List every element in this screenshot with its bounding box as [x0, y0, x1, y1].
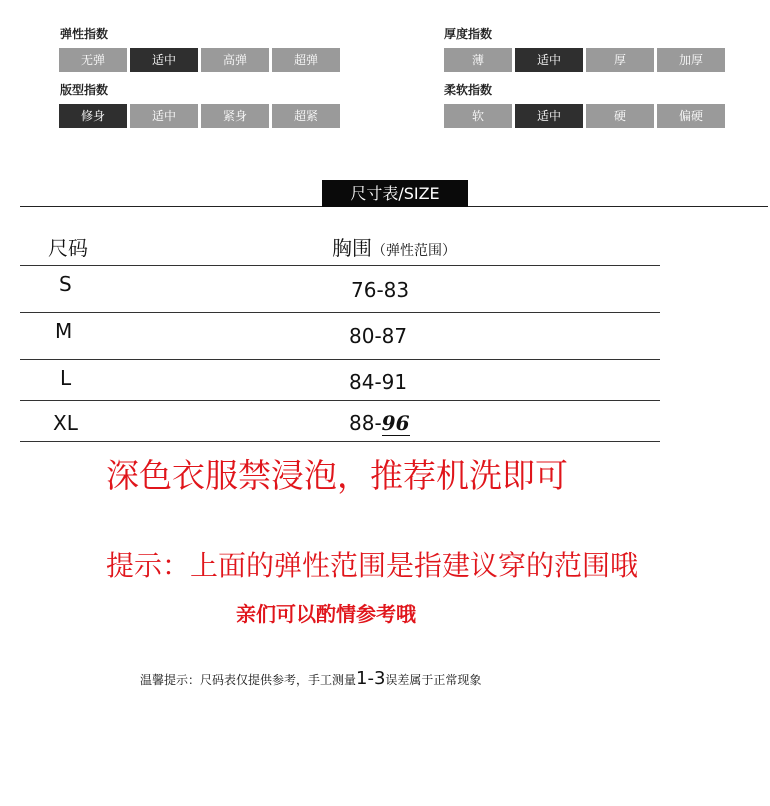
measurement-footnote [140, 668, 481, 689]
care-notice: 深色衣服禁浸泡，推荐机洗即可 [106, 456, 568, 495]
fit-option-super-tight: 超紧 [272, 104, 340, 128]
row-divider [20, 441, 660, 442]
footnote-prefix: 温馨提示：尺码表仅提供参考，手工测量 [140, 673, 357, 687]
fit-option-medium: 适中 [130, 104, 198, 128]
fit-option-tight: 紧身 [201, 104, 269, 128]
chest-cell-xl [349, 411, 410, 435]
row-divider [20, 359, 660, 360]
fit-index-label: 版型指数 [60, 83, 109, 97]
fit-option-slim: 修身 [59, 104, 127, 128]
thickness-index-label: 厚度指数 [444, 27, 493, 41]
size-cell-l: L [60, 366, 72, 390]
thickness-index-selector [444, 48, 725, 72]
elasticity-option-high: 高弹 [201, 48, 269, 72]
chest-cell-xl-handwritten: 96 [381, 411, 410, 435]
chest-header-note: （弹性范围） [372, 243, 456, 259]
size-table-title: 尺寸表/SIZE [322, 180, 468, 207]
footnote-range: 1-3 [356, 668, 386, 689]
softness-option-medium: 适中 [515, 104, 583, 128]
footnote-suffix: 误差属于正常现象 [385, 673, 482, 687]
row-divider [20, 312, 660, 313]
elasticity-option-none: 无弹 [59, 48, 127, 72]
size-column-header: 尺码 [48, 236, 88, 260]
header-divider [20, 265, 660, 266]
elasticity-option-medium: 适中 [130, 48, 198, 72]
softness-index-label: 柔软指数 [444, 83, 493, 97]
softness-option-hard: 硬 [586, 104, 654, 128]
elasticity-index-label: 弹性指数 [60, 27, 109, 41]
chest-header-label: 胸围 [332, 236, 372, 260]
chest-cell-l: 84-91 [349, 370, 408, 394]
row-divider [20, 400, 660, 401]
size-cell-xl: XL [53, 411, 78, 435]
size-cell-s: S [59, 272, 72, 296]
reference-tip: 亲们可以酌情参考哦 [236, 602, 416, 626]
chest-cell-s: 76-83 [351, 278, 410, 302]
softness-option-rather-hard: 偏硬 [657, 104, 725, 128]
thickness-option-medium: 适中 [515, 48, 583, 72]
elasticity-option-super: 超弹 [272, 48, 340, 72]
softness-index-selector [444, 104, 725, 128]
chest-cell-xl-prefix: 88- [349, 411, 382, 435]
chest-column-header [332, 232, 456, 261]
fit-index-selector [59, 104, 340, 128]
thickness-option-thin: 薄 [444, 48, 512, 72]
elasticity-tip: 提示：上面的弹性范围是指建议穿的范围哦 [106, 549, 639, 582]
softness-option-soft: 软 [444, 104, 512, 128]
size-cell-m: M [55, 319, 73, 343]
chest-cell-m: 80-87 [349, 324, 408, 348]
elasticity-index-selector [59, 48, 340, 72]
thickness-option-extra-thick: 加厚 [657, 48, 725, 72]
thickness-option-thick: 厚 [586, 48, 654, 72]
